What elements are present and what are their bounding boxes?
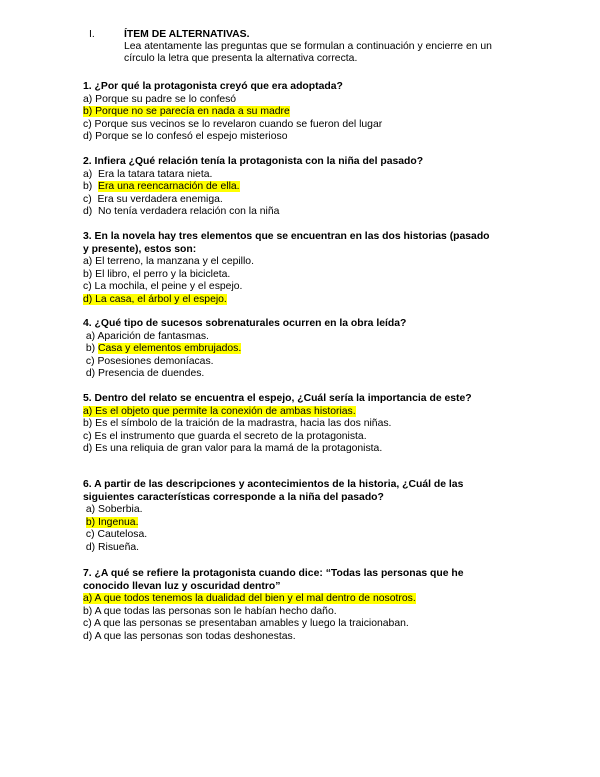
- question-5-option: [83, 443, 382, 455]
- correct-answer-highlight: d) La casa, el árbol y el espejo.: [83, 294, 227, 305]
- option-prefix: a): [83, 93, 96, 105]
- question-6-option: [83, 542, 139, 554]
- option-prefix: a): [83, 256, 96, 268]
- option-prefix: a): [83, 168, 99, 180]
- question-3-option: [83, 294, 227, 306]
- question-2-option: [83, 206, 279, 218]
- question-6-option: [83, 504, 143, 516]
- option-text: No tenía verdadera relación con la niña: [98, 206, 280, 218]
- question-4-option: [83, 356, 214, 368]
- question-4-heading-line-1: 4. ¿Qué tipo de sucesos sobrenaturales ocurren en la obra leída?: [83, 318, 407, 329]
- question-2-heading-line-1: 2. Infiera ¿Qué relación tenía la protagonista con la niña del pasado?: [83, 156, 424, 167]
- option-prefix: b): [83, 418, 96, 430]
- option-text: Es el símbolo de la traición de la madrastra, hacia las dos niñas.: [95, 418, 392, 430]
- option-prefix: c): [83, 618, 94, 630]
- question-7-option: [83, 618, 409, 630]
- option-prefix: d): [83, 368, 99, 380]
- question-6-heading-line-2: siguientes características corresponde a la niña del pasado?: [83, 491, 384, 503]
- option-prefix: d): [83, 131, 96, 143]
- correct-answer-highlight: a) A que todos tenemos la dualidad del bien y el mal dentro de nosotros.: [83, 593, 416, 605]
- question-6-heading-line-1: 6. A partir de las descripciones y acontecimientos de la historia, ¿Cuál de las: [83, 479, 464, 490]
- option-text: Porque su padre se lo confesó: [95, 93, 237, 105]
- question-1-option: [83, 94, 236, 106]
- option-prefix: b): [83, 181, 99, 193]
- question-7-heading-line-2: conocido llevan luz y oscuridad dentro”: [83, 580, 281, 592]
- option-prefix: c): [83, 118, 95, 130]
- option-prefix: b): [83, 343, 99, 355]
- option-text: Es una reliquia de gran valor para la mamá de la protagonista.: [95, 443, 383, 455]
- question-1-heading-line-1: 1. ¿Por qué la protagonista creyó que era adoptada?: [83, 81, 343, 92]
- correct-answer-highlight: Era una reencarnación de ella.: [98, 181, 240, 193]
- question-2-option: [83, 194, 223, 206]
- option-prefix: d): [83, 206, 99, 218]
- option-text: El terreno, la manzana y el cepillo.: [95, 256, 254, 268]
- option-text: Posesiones demoníacas.: [97, 355, 214, 367]
- question-5-option: [83, 431, 367, 443]
- question-6-option: [83, 517, 138, 529]
- question-3-heading-line-1: 3. En la novela hay tres elementos que se encuentran en las dos historias (pasado: [83, 231, 490, 242]
- question-3-heading-line-2: y presente), estos son:: [83, 243, 197, 255]
- question-2-option: [83, 181, 240, 193]
- option-text: Era su verdadera enemiga.: [97, 193, 223, 205]
- option-text: El libro, el perro y la bicicleta.: [95, 268, 231, 280]
- question-4-option: [83, 343, 241, 355]
- correct-answer-highlight: b) Ingenua.: [85, 516, 139, 528]
- question-7-option: [83, 593, 416, 605]
- option-prefix: a): [83, 330, 98, 342]
- question-2-option: [83, 169, 212, 181]
- question-7-option: [83, 606, 337, 618]
- option-prefix: a): [83, 504, 99, 516]
- option-text: Porque se lo confesó el espejo misterioso: [95, 131, 288, 143]
- option-prefix: d): [83, 631, 95, 642]
- option-text: Presencia de duendes.: [98, 368, 205, 380]
- option-text: A que todas las personas son le habían hecho daño.: [94, 605, 337, 617]
- option-prefix: c): [83, 355, 98, 367]
- option-prefix: c): [83, 529, 98, 541]
- option-text: Era la tatara tatara nieta.: [98, 168, 213, 180]
- question-7-option: [83, 631, 296, 643]
- question-5-option: [83, 418, 391, 430]
- option-prefix: c): [83, 193, 98, 205]
- option-prefix: b): [83, 268, 96, 280]
- question-3-option: [83, 281, 242, 293]
- option-prefix: c): [83, 281, 95, 293]
- option-text: La mochila, el peine y el espejo.: [94, 281, 243, 293]
- question-5-option: [83, 406, 356, 418]
- instructions-line-2: círculo la letra que presenta la alternativa correcta.: [124, 53, 358, 64]
- section-title: ÍTEM DE ALTERNATIVAS.: [124, 29, 250, 40]
- correct-answer-highlight: b) Porque no se parecía en nada a su madre: [83, 106, 290, 118]
- option-text: A que las personas se presentaban amables y luego la traicionaban.: [93, 618, 409, 630]
- question-4-option: [83, 368, 204, 380]
- question-6-option: [83, 529, 147, 541]
- option-text: Risueña.: [98, 542, 140, 553]
- correct-answer-highlight: a) Es el objeto que permite la conexión de ambas historias.: [83, 405, 356, 417]
- option-text: Cautelosa.: [97, 529, 148, 541]
- option-text: Soberbia.: [98, 504, 143, 516]
- option-prefix: d): [83, 542, 99, 553]
- option-text: Porque sus vecinos se lo revelaron cuando se fueron del lugar: [94, 118, 383, 130]
- option-text: A que las personas son todas deshonestas.: [94, 631, 296, 642]
- option-text: Aparición de fantasmas.: [97, 330, 209, 342]
- option-prefix: b): [83, 605, 95, 617]
- section-numeral: I.: [89, 29, 95, 40]
- question-1-option: [83, 131, 287, 143]
- question-3-option: [83, 256, 254, 268]
- question-3-option: [83, 269, 230, 281]
- instructions-line-1: Lea atentamente las preguntas que se formulan a continuación y encierre en un: [124, 41, 492, 52]
- question-7-heading-line-1: 7. ¿A qué se refiere la protagonista cuando dice: “Todas las personas que he: [83, 568, 464, 579]
- question-5-heading-line-1: 5. Dentro del relato se encuentra el espejo, ¿Cuál sería la importancia de este?: [83, 393, 472, 404]
- option-prefix: d): [83, 443, 96, 455]
- question-1-option: [83, 106, 290, 118]
- option-prefix: c): [83, 430, 95, 442]
- option-text: Es el instrumento que guarda el secreto de la protagonista.: [94, 430, 367, 442]
- correct-answer-highlight: Casa y elementos embrujados.: [98, 343, 242, 355]
- question-1-option: [83, 119, 382, 131]
- question-4-option: [83, 331, 209, 343]
